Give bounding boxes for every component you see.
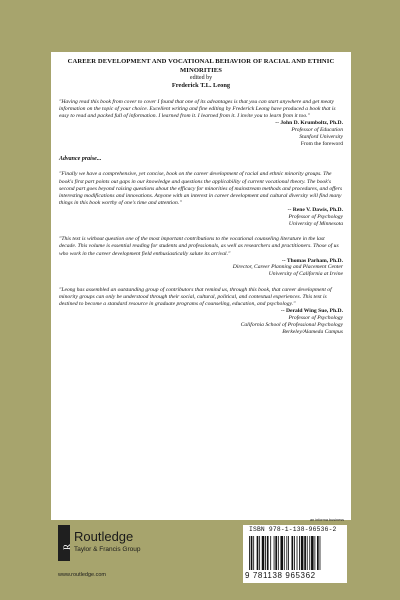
barcode-bar — [314, 536, 315, 570]
foreword-quote: "Having read this book from cover to cover I found that one of its advantages is that you can start anywhere and get meaty information on the topic of your choice. Excellent writing and fine editing by Frederick Leong have produced a book that is easy to read and packed full of information. I learned from it. I learned from it. I invite you to learn from it too." — [59, 98, 336, 120]
barcode-area — [243, 518, 348, 588]
barcode-bar — [284, 536, 285, 570]
back-cover-text-panel — [51, 52, 351, 520]
praise-attribution — [59, 308, 343, 335]
attribution-institution: Stanford University — [299, 133, 343, 140]
publisher-group: Taylor & Francis Group — [74, 546, 141, 553]
barcode-bar — [292, 536, 294, 570]
barcode-digits: 9 781138 965362 — [245, 571, 316, 580]
praise-quote: "This text is without question one of the most important contributions to the vocational counseling literature in the last decade. This volume is essential reading for students and professionals, as well as researchers and practitioners. Those of us who work in the career development field enthusiastically salute its arrival." — [59, 236, 339, 257]
attribution-role: Professor of Psychology — [288, 213, 343, 220]
barcode-bar — [253, 536, 254, 570]
barcode-bar — [259, 536, 260, 570]
barcode-bar — [301, 536, 304, 570]
barcode-bar — [251, 536, 253, 570]
barcode-bar — [307, 536, 308, 570]
barcode-bar — [275, 536, 277, 570]
barcode-bar — [249, 536, 250, 570]
attribution-role: Director, Career Planning and Placement Center — [232, 264, 343, 271]
publisher-url: www.routledge.com — [58, 572, 106, 578]
attribution-name: -- Rene V. Dawis, Ph.D. — [287, 206, 343, 213]
attribution-name: -- Derald Wing Sue, Ph.D. — [280, 308, 343, 315]
barcode-icon — [249, 536, 341, 570]
barcode-bar — [286, 536, 287, 570]
barcode-bar — [317, 536, 319, 570]
advance-praise-heading: Advance praise... — [59, 156, 102, 163]
publisher-name: Routledge — [74, 529, 134, 544]
foreword-attribution — [59, 120, 343, 147]
attribution-role: Professor of Education — [291, 127, 343, 134]
barcode-bar — [294, 536, 295, 570]
book-title: CAREER DEVELOPMENT AND VOCATIONAL BEHAVIOR OF RACIAL AND ETHNIC MINORITIES — [67, 58, 335, 74]
edited-by-label: edited by — [189, 75, 213, 82]
attribution-role: Professor of Psychology — [288, 315, 343, 322]
barcode-bar — [280, 536, 283, 570]
editor-name: Frederick T.L. Leong — [171, 82, 231, 90]
barcode-bar — [297, 536, 298, 570]
routledge-logo-icon — [58, 525, 70, 561]
barcode-bar — [320, 536, 321, 570]
barcode-bar — [309, 536, 310, 570]
attribution-name: -- Thomas Parham, Ph.D. — [281, 257, 343, 264]
attribution-campus: Berkeley/Alameda Campus — [282, 328, 343, 335]
barcode-bar — [262, 536, 265, 570]
attribution-note: From the foreword — [300, 140, 343, 147]
barcode-bar — [267, 536, 269, 570]
praise-quote: "Finally we have a comprehensive, yet concise, book on the career development of racial and ethnic minority groups. The book's first part points out gaps in our knowledge and questions the applicability of current vocational theory. The book's second part goes beyond raising questions about the efficacy for minorities of mainstream methods and procedures, and offers interesting modifications and innovations. Anyone with an interest in career development and cultural diversity will find many things in this book worthy of one's time and attention." — [59, 171, 343, 206]
barcode-bar — [265, 536, 266, 570]
informa-tagline: an informa business — [310, 518, 344, 522]
barcode-bar — [299, 536, 300, 570]
attribution-name: -- John D. Krumboltz, Ph.D. — [275, 120, 343, 127]
logo-letter: R — [62, 543, 72, 551]
attribution-institution: California School of Professional Psychology — [240, 321, 343, 328]
barcode-bar — [288, 536, 289, 570]
barcode-bar — [274, 536, 275, 570]
attribution-institution: University of California at Irvine — [268, 271, 343, 278]
barcode-bar — [311, 536, 314, 570]
attribution-institution: University of Minnesota — [288, 220, 343, 227]
praise-quote: "Leong has assembled an outstanding group of contributors that remind us, through this book, that career development of minority groups can only be understood through their social, cultural, political, and contextual experiences. This text is destined to become a standard resource in graduate programs of counseling, education, and psychology." — [59, 286, 332, 308]
barcode-box — [243, 525, 347, 583]
barcode-bar — [270, 536, 271, 570]
praise-attribution — [59, 258, 343, 278]
barcode-bar — [304, 536, 306, 570]
praise-attribution — [59, 207, 343, 227]
barcode-bar — [278, 536, 279, 570]
barcode-bar — [257, 536, 259, 570]
isbn-label: ISBN 978-1-138-96536-2 — [249, 526, 337, 533]
